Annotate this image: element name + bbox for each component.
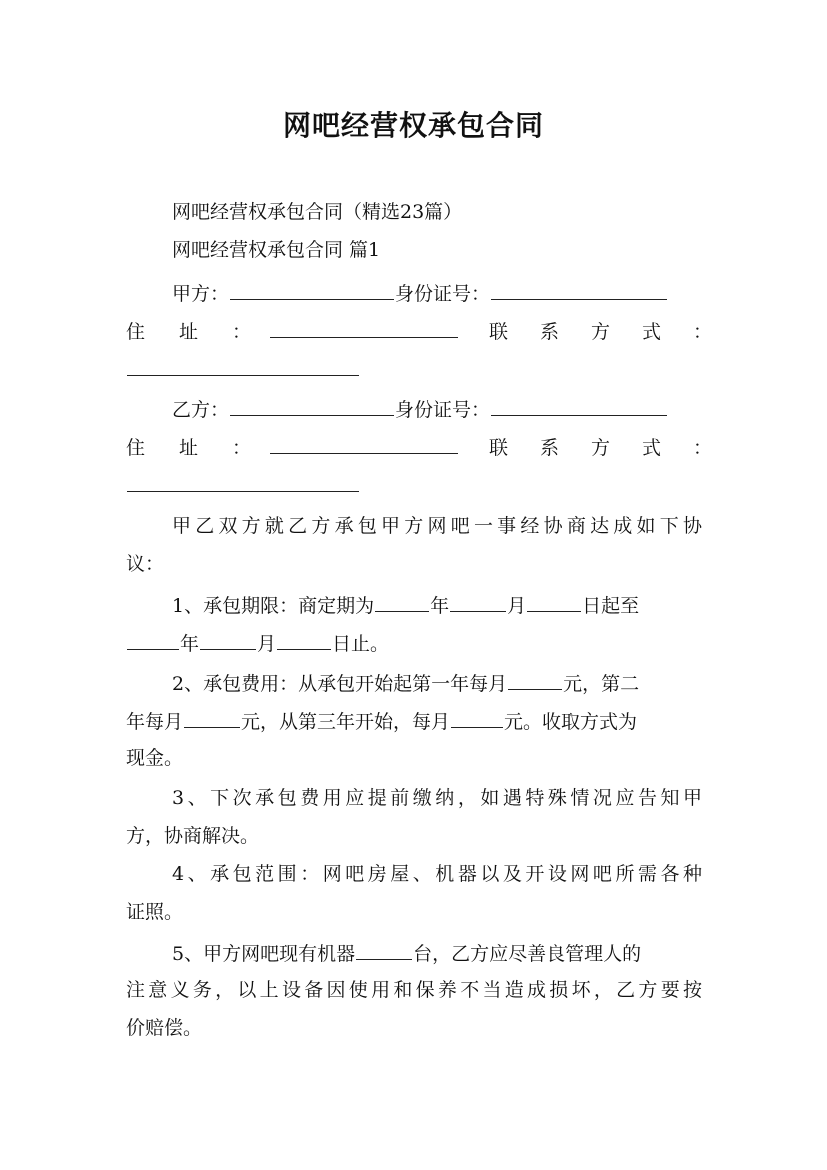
clause-2-text-b: 元，第二 — [563, 673, 640, 695]
clause-2-text-d: 元，从第三年开始，每月 — [241, 711, 451, 733]
first-year-fee-blank — [508, 670, 562, 690]
party-b-id-blank — [491, 396, 667, 416]
clause-5-line-3: 价赔偿。 — [126, 1017, 203, 1039]
clause-2-line-2 — [126, 708, 702, 734]
party-b-name-blank — [230, 396, 394, 416]
party-a-address-line — [126, 318, 745, 344]
end-month-blank — [200, 630, 256, 650]
party-b-label: 乙方： — [172, 399, 230, 421]
clause-5-line-2: 注意义务，以上设备因使用和保养不当造成损坏，乙方要按 — [126, 979, 702, 1001]
clause-5-text-b: 台，乙方应尽善良管理人的 — [413, 943, 642, 965]
party-a-id-blank — [491, 280, 667, 300]
id-label: 身份证号： — [395, 283, 491, 305]
day-end-label: 日止。 — [332, 633, 390, 655]
party-b-address-blank — [270, 434, 458, 454]
third-year-fee-blank — [451, 708, 503, 728]
clause-2-line-1 — [172, 670, 702, 696]
clause-5-text-a: 5、甲方网吧现有机器 — [172, 943, 356, 965]
clause-2-text-a: 2、承包费用：从承包开始起第一年每月 — [172, 673, 508, 695]
clause-2-text-c: 年每月 — [126, 711, 184, 733]
second-year-fee-blank — [184, 708, 240, 728]
intro-line-2: 议： — [126, 553, 165, 575]
end-year-blank — [127, 630, 179, 650]
address-label: 住址： — [126, 321, 286, 343]
clause-4-line-1: 4、承包范围：网吧房屋、机器以及开设网吧所需各种 — [172, 863, 702, 885]
year-label: 年 — [430, 595, 450, 617]
clause-1-text-a: 1、承包期限：商定期为 — [172, 595, 375, 617]
clause-2-text-e: 元。收取方式为 — [504, 711, 638, 733]
party-a-contact-line — [126, 356, 702, 382]
clause-1-line-2 — [126, 630, 702, 656]
clause-3-line-2: 方，协商解决。 — [126, 825, 260, 847]
party-b-line — [172, 396, 702, 422]
party-b-contact-line — [126, 472, 702, 498]
start-month-blank — [450, 592, 506, 612]
month-label: 月 — [257, 633, 277, 655]
party-b-contact-blank — [127, 472, 359, 492]
intro-line-1: 甲乙双方就乙方承包甲方网吧一事经协商达成如下协 — [172, 515, 702, 537]
party-a-name-blank — [230, 280, 394, 300]
clause-5-line-1 — [172, 940, 702, 966]
party-a-label: 甲方： — [172, 283, 230, 305]
party-a-contact-blank — [127, 356, 359, 376]
clause-1-line-1 — [172, 592, 702, 618]
clause-2-line-3: 现金。 — [126, 747, 184, 769]
clause-3-line-1: 3、下次承包费用应提前缴纳，如遇特殊情况应告知甲 — [172, 787, 702, 809]
document-title: 网吧经营权承包合同 — [282, 109, 544, 142]
machine-count-blank — [356, 940, 412, 960]
party-a-line — [172, 280, 702, 306]
id-label: 身份证号： — [395, 399, 491, 421]
address-label: 住址： — [126, 437, 286, 459]
end-day-blank — [277, 630, 331, 650]
year-label: 年 — [180, 633, 200, 655]
start-year-blank — [375, 592, 429, 612]
clause-4-line-2: 证照。 — [126, 901, 184, 923]
subtitle-line: 网吧经营权承包合同（精选23篇） — [172, 201, 463, 223]
section-heading: 网吧经营权承包合同 篇1 — [172, 239, 381, 261]
start-day-blank — [527, 592, 581, 612]
party-a-address-blank — [270, 318, 458, 338]
party-b-address-line — [126, 434, 745, 460]
month-label: 月 — [507, 595, 527, 617]
day-from-label: 日起至 — [582, 595, 640, 617]
contact-label: 联系方式： — [489, 321, 745, 343]
contact-label: 联系方式： — [489, 437, 745, 459]
